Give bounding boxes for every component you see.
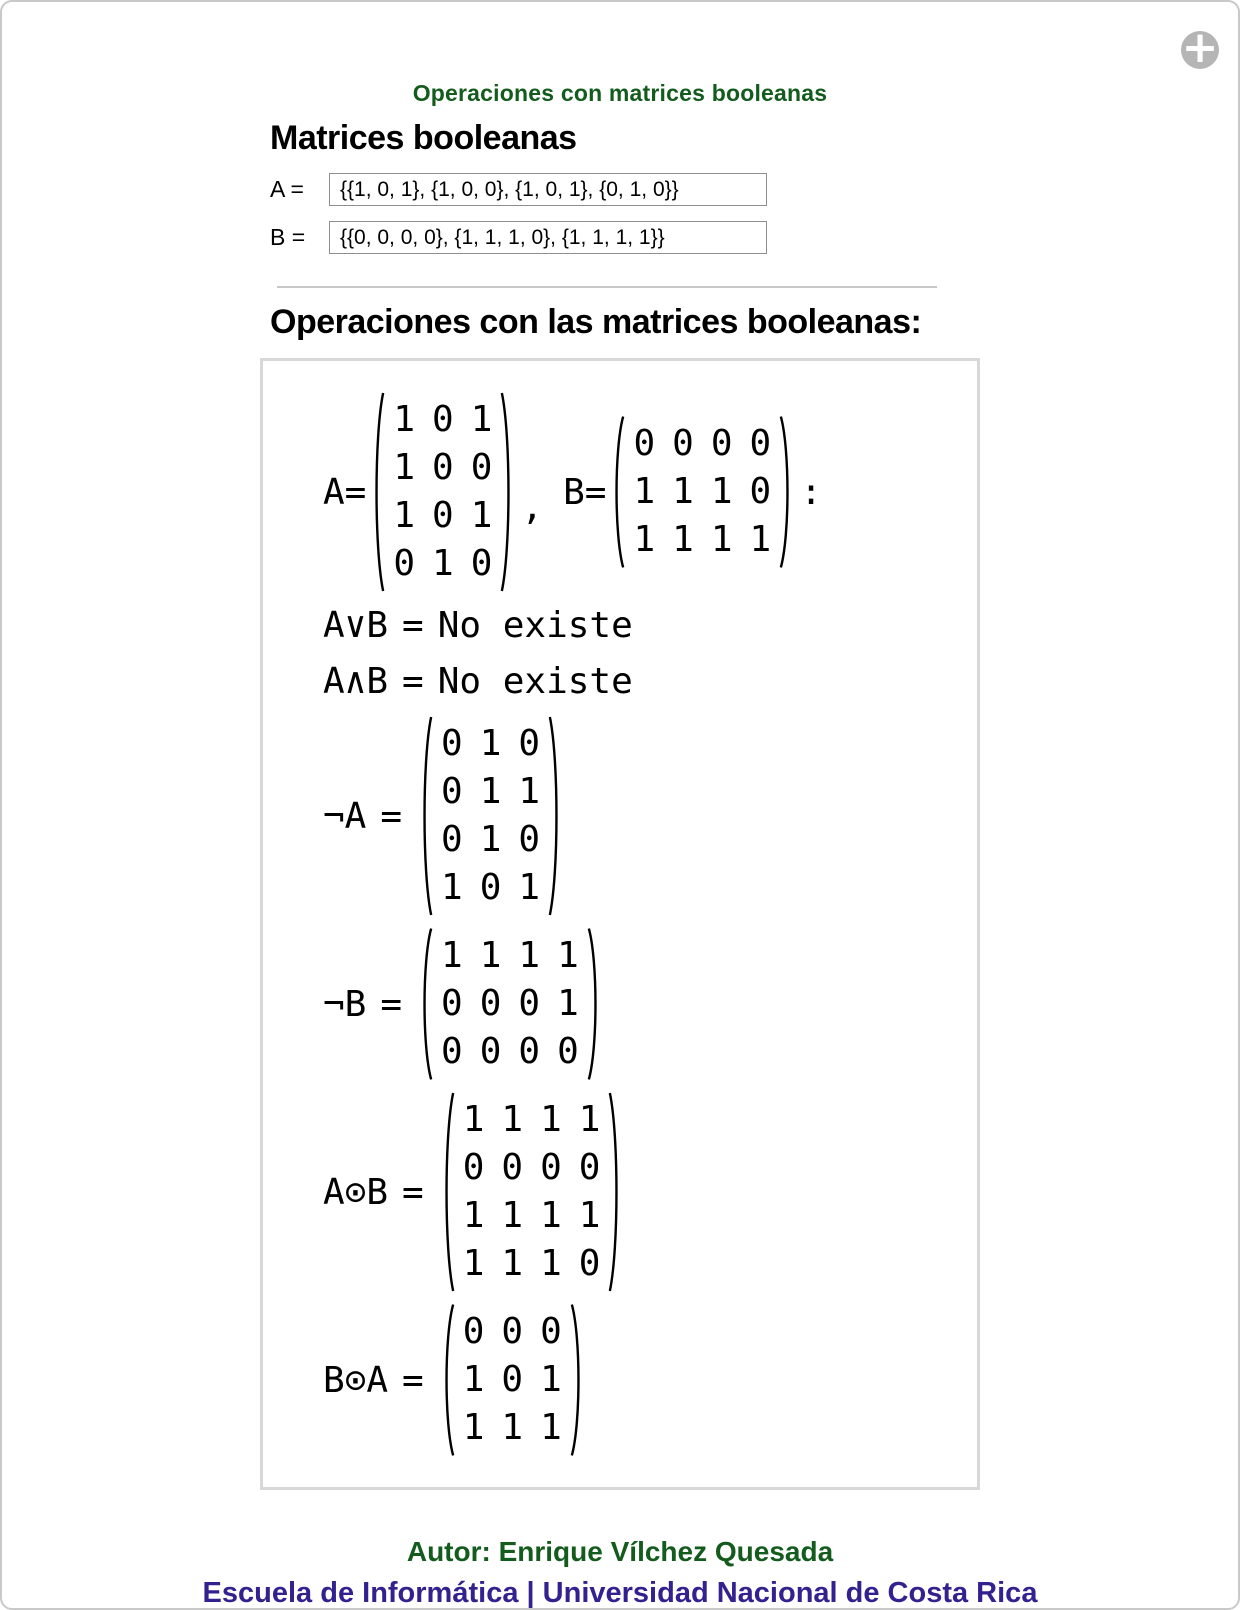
definition-colon: : xyxy=(800,471,822,513)
matrix-cell: 0 xyxy=(501,1311,524,1352)
matrix-cell: 1 xyxy=(710,519,733,560)
matrix-grid xyxy=(630,415,774,569)
matrix-cell: 1 xyxy=(749,519,772,560)
matrix-cell: 1 xyxy=(518,771,541,812)
matrix-cell: 0 xyxy=(479,983,502,1024)
matrix-cell: 1 xyxy=(540,1195,562,1236)
matrix-cell: 1 xyxy=(479,935,502,976)
matrix-cell: 0 xyxy=(672,423,694,464)
matrix-cell: 0 xyxy=(479,1031,502,1072)
matrix-cell: 1 xyxy=(432,543,454,584)
matrix-cell: 0 xyxy=(518,723,541,764)
matrix-grid xyxy=(460,1091,604,1293)
matrix-cell: 1 xyxy=(501,1099,524,1140)
matrix-cell: 1 xyxy=(578,1099,601,1140)
matrix-cell: 1 xyxy=(470,495,493,536)
matrix-cell: 1 xyxy=(540,1099,562,1140)
not-b-lhs: ¬B xyxy=(323,983,367,1025)
matrix-cell: 1 xyxy=(501,1243,524,1284)
matrix-cell: 1 xyxy=(479,723,502,764)
matrix-cell: 0 xyxy=(501,1359,524,1400)
or-rhs: No existe xyxy=(437,605,633,646)
equals-sign: = xyxy=(402,661,424,702)
equals-sign: = xyxy=(402,605,424,646)
content-column xyxy=(270,119,982,1490)
matrix-grid xyxy=(460,1303,565,1457)
matrix-cell: 0 xyxy=(462,1311,485,1352)
section-divider xyxy=(277,286,937,288)
matrix-grid xyxy=(438,927,582,1081)
b-odot-a-matrix xyxy=(442,1303,583,1457)
result-not-a xyxy=(323,715,965,917)
matrix-a-input[interactable] xyxy=(329,173,767,206)
matrix-cell: 0 xyxy=(470,447,493,488)
left-paren-icon xyxy=(442,1303,455,1457)
left-paren-icon xyxy=(420,927,433,1081)
matrix-cell: 1 xyxy=(462,1407,485,1448)
a-odot-b-lhs: A⊙B xyxy=(323,1171,389,1213)
matrix-cell: 0 xyxy=(393,543,416,584)
matrix-cell: 1 xyxy=(557,983,579,1024)
left-paren-icon xyxy=(442,1091,455,1293)
equals-sign: = xyxy=(402,1359,424,1401)
matrix-cell: 1 xyxy=(557,935,579,976)
left-paren-icon xyxy=(372,391,385,593)
matrix-cell: 1 xyxy=(479,819,502,860)
matrix-cell: 1 xyxy=(393,399,416,440)
separator-comma: , xyxy=(521,486,544,528)
not-b-matrix xyxy=(420,927,600,1081)
not-a-lhs: ¬A xyxy=(323,795,367,837)
matrix-cell: 1 xyxy=(501,1407,524,1448)
matrix-cell: 1 xyxy=(462,1195,485,1236)
matrix-a-display xyxy=(372,391,513,593)
matrix-cell: 1 xyxy=(633,519,656,560)
matrix-cell: 1 xyxy=(672,471,694,512)
right-paren-icon xyxy=(608,1091,621,1293)
definition-line xyxy=(323,391,965,593)
matrix-cell: 1 xyxy=(540,1407,562,1448)
matrix-cell: 0 xyxy=(633,423,656,464)
matrix-cell: 0 xyxy=(501,1147,524,1188)
equals-sign: = xyxy=(380,983,403,1025)
matrix-cell: 1 xyxy=(518,867,541,908)
matrix-cell: 1 xyxy=(441,935,463,976)
matrix-b-row xyxy=(270,221,982,254)
result-a-odot-b xyxy=(323,1091,965,1293)
right-paren-icon xyxy=(570,1303,583,1457)
matrix-cell: 1 xyxy=(672,519,694,560)
page-title: Operaciones con matrices booleanas xyxy=(412,80,828,106)
matrix-cell: 1 xyxy=(633,471,656,512)
matrix-cell: 0 xyxy=(479,867,502,908)
left-paren-icon xyxy=(420,715,433,917)
equals-sign: = xyxy=(380,795,403,837)
author-line: Autor: Enrique Vílchez Quesada xyxy=(406,1536,834,1567)
matrix-a-label: A = xyxy=(270,176,304,202)
and-rhs: No existe xyxy=(437,661,633,702)
matrix-cell: 0 xyxy=(441,1031,463,1072)
add-button[interactable] xyxy=(1181,22,1219,73)
matrix-cell: 0 xyxy=(441,819,463,860)
result-and-line xyxy=(323,659,965,705)
matrix-cell: 1 xyxy=(393,495,416,536)
matrix-cell: 1 xyxy=(462,1243,485,1284)
matrix-cell: 0 xyxy=(578,1243,601,1284)
matrix-cell: 0 xyxy=(441,771,463,812)
matrix-cell: 1 xyxy=(441,867,463,908)
matrix-cell: 1 xyxy=(479,771,502,812)
matrix-a-name: A= xyxy=(323,471,367,513)
matrix-cell: 0 xyxy=(710,423,733,464)
right-paren-icon xyxy=(779,415,792,569)
result-not-b xyxy=(323,927,965,1081)
matrix-cell: 0 xyxy=(518,1031,541,1072)
matrix-cell: 0 xyxy=(749,423,772,464)
matrix-cell: 0 xyxy=(441,723,463,764)
result-b-odot-a xyxy=(323,1303,965,1457)
footer xyxy=(2,1536,1238,1610)
matrix-cell: 1 xyxy=(470,399,493,440)
matrix-cell: 0 xyxy=(462,1147,485,1188)
matrix-cell: 0 xyxy=(540,1311,562,1352)
matrix-a-row xyxy=(270,173,982,206)
not-a-matrix xyxy=(420,715,561,917)
results-panel xyxy=(260,358,980,1490)
right-paren-icon xyxy=(548,715,561,917)
matrix-cell: 1 xyxy=(518,935,541,976)
matrix-cell: 0 xyxy=(518,983,541,1024)
matrix-b-name: B= xyxy=(563,471,607,513)
matrix-cell: 0 xyxy=(749,471,772,512)
equals-sign: = xyxy=(402,1171,424,1213)
left-paren-icon xyxy=(612,415,625,569)
result-or-line xyxy=(323,603,965,649)
right-paren-icon xyxy=(500,391,513,593)
right-paren-icon xyxy=(587,927,600,1081)
matrix-cell: 0 xyxy=(432,399,454,440)
plus-icon: + xyxy=(1181,22,1219,73)
matrix-cell: 0 xyxy=(470,543,493,584)
matrix-cell: 1 xyxy=(710,471,733,512)
matrix-grid xyxy=(390,391,495,593)
matrix-cell: 1 xyxy=(462,1099,485,1140)
b-odot-a-lhs: B⊙A xyxy=(323,1359,389,1401)
matrix-b-label: B = xyxy=(270,224,306,250)
matrix-cell: 0 xyxy=(540,1147,562,1188)
and-lhs: A∧B xyxy=(323,661,389,702)
matrix-cell: 1 xyxy=(501,1195,524,1236)
affiliation-line: Escuela de Informática | Universidad Nacional de Costa Rica xyxy=(202,1577,1038,1609)
matrix-cell: 0 xyxy=(432,447,454,488)
a-odot-b-matrix xyxy=(442,1091,622,1293)
matrix-cell: 0 xyxy=(557,1031,579,1072)
matrix-cell: 0 xyxy=(441,983,463,1024)
matrix-b-display xyxy=(612,415,792,569)
inputs-heading: Matrices booleanas xyxy=(270,119,577,157)
or-lhs: A∨B xyxy=(323,605,389,646)
matrix-cell: 1 xyxy=(540,1359,562,1400)
matrix-grid xyxy=(438,715,543,917)
matrix-cell: 1 xyxy=(462,1359,485,1400)
matrix-b-input[interactable] xyxy=(329,221,767,254)
matrix-cell: 0 xyxy=(432,495,454,536)
matrix-cell: 1 xyxy=(393,447,416,488)
matrix-cell: 0 xyxy=(578,1147,601,1188)
matrix-cell: 0 xyxy=(518,819,541,860)
results-heading: Operaciones con las matrices booleanas: xyxy=(270,303,922,341)
matrix-cell: 1 xyxy=(540,1243,562,1284)
matrix-cell: 1 xyxy=(578,1195,601,1236)
